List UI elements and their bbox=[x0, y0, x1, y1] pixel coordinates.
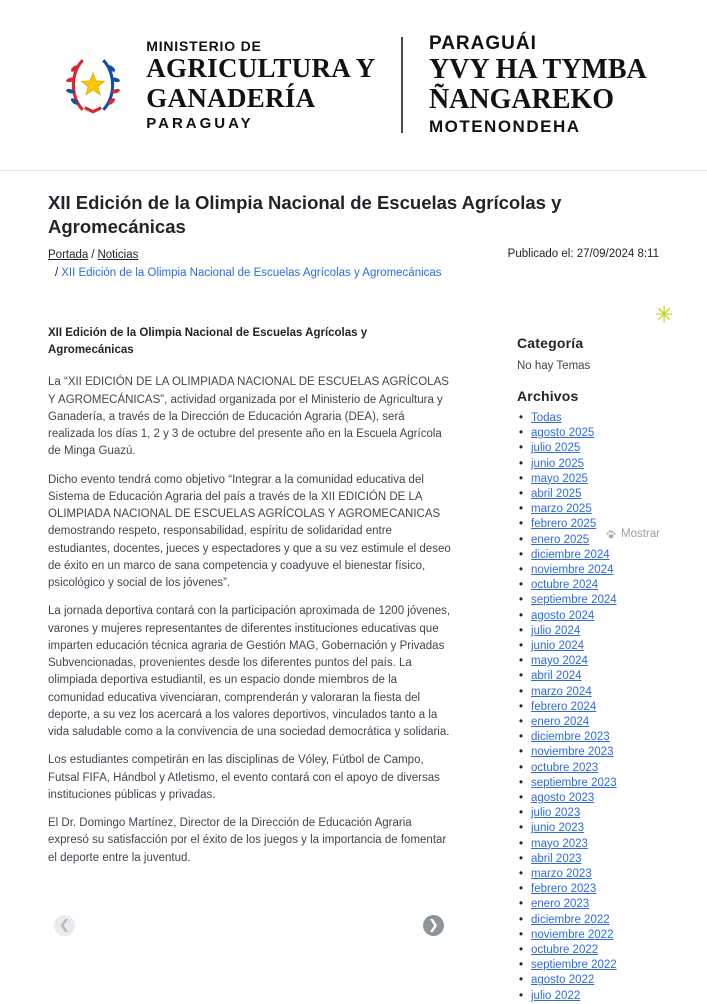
archive-list-item bbox=[517, 973, 659, 988]
archive-link[interactable]: febrero 2023 bbox=[531, 883, 597, 896]
archives-title: Archivos bbox=[517, 387, 579, 404]
archive-list-item bbox=[517, 624, 659, 639]
archive-link[interactable]: julio 2022 bbox=[531, 989, 581, 1002]
meta-row bbox=[48, 247, 659, 283]
archive-list-item bbox=[517, 715, 659, 730]
chevron-left-icon: ❮ bbox=[59, 917, 70, 933]
archive-list-item bbox=[517, 852, 659, 867]
site-logo-link[interactable] bbox=[60, 33, 647, 136]
article-paragraph: Los estudiantes competirán en las disciplinas de Vóley, Fútbol de Campo, Futsal FIFA, Hándbol y Atletismo, el evento contará con el apoyo de diversas instituciones públicas y privadas. bbox=[48, 754, 440, 801]
archive-list-item bbox=[517, 593, 659, 608]
archive-link[interactable]: junio 2023 bbox=[531, 822, 585, 835]
archive-link[interactable]: noviembre 2023 bbox=[531, 746, 614, 759]
archive-list-item bbox=[517, 426, 659, 441]
breadcrumb-link-noticias[interactable]: Noticias bbox=[97, 249, 139, 262]
archive-list-item bbox=[517, 533, 659, 548]
archive-list-item bbox=[517, 563, 659, 578]
breadcrumb-separator: / bbox=[91, 249, 95, 262]
breadcrumb-separator: / bbox=[55, 267, 59, 280]
breadcrumb bbox=[48, 247, 442, 283]
archive-link[interactable]: marzo 2025 bbox=[531, 503, 592, 516]
article-heading: XII Edición de la Olimpia Nacional de Escuelas Agrícolas y Agromecánicas bbox=[48, 326, 368, 357]
brand-line: PARAGUAY bbox=[146, 114, 254, 132]
archive-link[interactable]: abril 2023 bbox=[531, 852, 582, 865]
brand-divider bbox=[401, 37, 403, 133]
archive-list-item bbox=[517, 882, 659, 897]
archive-link[interactable]: febrero 2025 bbox=[531, 518, 597, 531]
archive-link[interactable]: diciembre 2023 bbox=[531, 731, 610, 744]
brand-line: GANADERÍA bbox=[146, 82, 316, 113]
accessibility-widget-icon[interactable]: ✳ bbox=[655, 303, 674, 328]
archive-link[interactable]: noviembre 2024 bbox=[531, 564, 614, 576]
brand-line: PARAGUÁI bbox=[428, 33, 537, 55]
archive-link[interactable]: mayo 2025 bbox=[531, 472, 588, 485]
chevron-right-icon: ❯ bbox=[428, 917, 439, 933]
archive-list-item bbox=[517, 639, 659, 654]
archive-list-item bbox=[517, 989, 659, 1004]
sidebar bbox=[517, 325, 659, 1004]
archive-link[interactable]: agosto 2025 bbox=[531, 427, 595, 440]
archive-list-item bbox=[517, 776, 659, 791]
archive-list-item bbox=[517, 821, 659, 836]
archive-list-item bbox=[517, 730, 659, 745]
archive-list-item bbox=[517, 867, 659, 882]
archive-list-item bbox=[517, 502, 659, 517]
archive-link[interactable]: junio 2024 bbox=[531, 640, 585, 653]
archive-list-item bbox=[517, 487, 659, 502]
archive-link[interactable]: diciembre 2022 bbox=[531, 913, 610, 926]
coat-of-arms-logo bbox=[60, 52, 126, 118]
archive-list-item bbox=[517, 761, 659, 776]
archive-link[interactable]: marzo 2024 bbox=[531, 685, 592, 698]
archive-list-item bbox=[517, 897, 659, 912]
archive-link[interactable]: agosto 2022 bbox=[531, 974, 595, 987]
main-content bbox=[0, 171, 707, 1004]
brand-line: MINISTERIO DE bbox=[146, 38, 262, 55]
archive-link[interactable]: enero 2025 bbox=[531, 533, 590, 546]
archive-link[interactable]: julio 2025 bbox=[531, 442, 581, 455]
page-title: XII Edición de la Olimpia Nacional de Escuelas Agrícolas y Agromecánicas bbox=[48, 192, 562, 237]
archive-link[interactable]: enero 2023 bbox=[531, 898, 590, 911]
article-paragraph: El Dr. Domingo Martínez, Director de la Dirección de Educación Agraria expresó su satisfacción por el éxito de los juegos y la importancia de fomentar el deporte entre la juventud. bbox=[48, 817, 447, 864]
archives-list bbox=[517, 411, 659, 1004]
archive-list-item bbox=[517, 685, 659, 700]
article-paragraph: La “XII EDICIÓN DE LA OLIMPIADA NACIONAL DE ESCUELAS AGRÍCOLAS Y AGROMECÁNICAS”, actividad organizada por el Ministerio de Agricultura y Ganadería, a través de la Dirección de Educación Agraria (DEA), será realizada los días 1, 2 y 3 de octubre del presente año en la Escuela Agrícola de Minga Guazú. bbox=[48, 376, 449, 458]
article-paragraph: Dicho evento tendrá como objetivo “Integrar a la comunidad educativa del Sistema de Educación Agraria del país a través de la XII EDICIÓN DE LA OLIMPIADA NACIONAL DE ESCUELAS AGRÍCOLAS Y AGROMECANICAS demostrando respeto, responsabilidad, espíritu de solidaridad entre estudiantes, docentes, jueces y espectadores y que a su vez estimule el deseo de éxito en un marco de sana competencia y coadyuve el bienestar físico, psicológico y social de los jóvenes”. bbox=[48, 473, 451, 590]
published-date: Publicado el: 27/09/2024 8:11 bbox=[507, 248, 659, 261]
archive-list-item bbox=[517, 517, 659, 532]
archive-link[interactable]: mayo 2023 bbox=[531, 837, 588, 850]
archive-list-item bbox=[517, 578, 659, 593]
archive-link[interactable]: junio 2025 bbox=[531, 457, 585, 470]
brand-line: MOTENONDEHA bbox=[428, 116, 581, 136]
article-pager bbox=[48, 915, 452, 936]
archive-list-item bbox=[517, 654, 659, 669]
archive-list-item bbox=[517, 837, 659, 852]
archive-link[interactable]: febrero 2024 bbox=[531, 700, 597, 713]
archive-list-item bbox=[517, 669, 659, 684]
archive-list-item bbox=[517, 472, 659, 487]
archive-link[interactable]: septiembre 2022 bbox=[531, 959, 617, 972]
site-header bbox=[0, 0, 707, 170]
archive-link[interactable]: agosto 2023 bbox=[531, 792, 595, 805]
archive-list-item bbox=[517, 700, 659, 715]
content-row bbox=[48, 325, 659, 1004]
archive-list-item bbox=[517, 745, 659, 760]
prev-article-button[interactable] bbox=[54, 915, 75, 936]
archive-link[interactable]: enero 2024 bbox=[531, 716, 590, 729]
archive-list-item bbox=[517, 806, 659, 821]
brand-line: AGRICULTURA Y bbox=[146, 53, 376, 84]
archive-list-item bbox=[517, 441, 659, 456]
breadcrumb-link-portada[interactable]: Portada bbox=[48, 249, 89, 262]
archive-link[interactable]: abril 2024 bbox=[531, 670, 582, 683]
brand-text-spanish bbox=[146, 38, 375, 131]
archive-link[interactable]: septiembre 2023 bbox=[531, 776, 617, 789]
archive-link[interactable]: Todas bbox=[531, 411, 562, 424]
category-title: Categoría bbox=[517, 334, 584, 351]
brand-text-guarani bbox=[429, 33, 647, 136]
article bbox=[48, 325, 452, 1004]
breadcrumb-current: XII Edición de la Olimpia Nacional de Escuelas Agrícolas y Agromecánicas bbox=[61, 267, 442, 280]
archive-link[interactable]: octubre 2022 bbox=[531, 944, 599, 957]
archive-link[interactable]: septiembre 2024 bbox=[531, 594, 617, 607]
archive-link[interactable]: marzo 2023 bbox=[531, 868, 592, 881]
archive-link[interactable]: julio 2023 bbox=[531, 807, 581, 820]
archive-link[interactable]: abril 2025 bbox=[531, 487, 582, 500]
archive-link[interactable]: julio 2024 bbox=[531, 624, 581, 637]
archive-list-item bbox=[517, 548, 659, 563]
archive-link[interactable]: diciembre 2024 bbox=[531, 548, 610, 561]
brand-line: YVY HA TYMBA bbox=[428, 54, 647, 86]
archive-list-item bbox=[517, 791, 659, 806]
archive-list-item bbox=[517, 609, 659, 624]
archive-link[interactable]: octubre 2024 bbox=[531, 579, 599, 592]
archive-list-item bbox=[517, 913, 659, 928]
category-empty-text: No hay Temas bbox=[517, 359, 591, 372]
archive-list-item bbox=[517, 958, 659, 973]
archive-list-item bbox=[517, 928, 659, 943]
article-paragraph: La jornada deportiva contará con la participación aproximada de 1200 jóvenes, varones y mujeres representantes de diferentes instituciones educativas que imparten educación técnica agraria de Gestión MAG, Gobernación y Privadas Subvencionadas, provenientes desde los diferentes puntos del país. La olimpiada deportiva estudiantil, es un espacio donde miembros de la comunidad educativa vivenciaran, comprenderán y valoraran la fiesta del deporte, a su vez los acercará a los valores deportivos, vinculados tanto a la vida saludable como a la convivencia de una sociedad democrática y solidaria. bbox=[48, 605, 451, 739]
show-tooltip-label: Mostrar bbox=[621, 527, 660, 540]
archive-link[interactable]: noviembre 2022 bbox=[531, 928, 614, 941]
archive-link[interactable]: agosto 2024 bbox=[531, 609, 595, 622]
next-article-button[interactable] bbox=[423, 915, 444, 936]
archive-list-item bbox=[517, 411, 659, 426]
archive-list-item bbox=[517, 943, 659, 958]
breadcrumb-line2 bbox=[48, 265, 442, 283]
archive-list-item bbox=[517, 457, 659, 472]
article-body bbox=[48, 374, 452, 867]
archive-link[interactable]: octubre 2023 bbox=[531, 761, 599, 774]
brand-line: ÑANGAREKO bbox=[428, 84, 615, 115]
archive-link[interactable]: mayo 2024 bbox=[531, 655, 588, 668]
